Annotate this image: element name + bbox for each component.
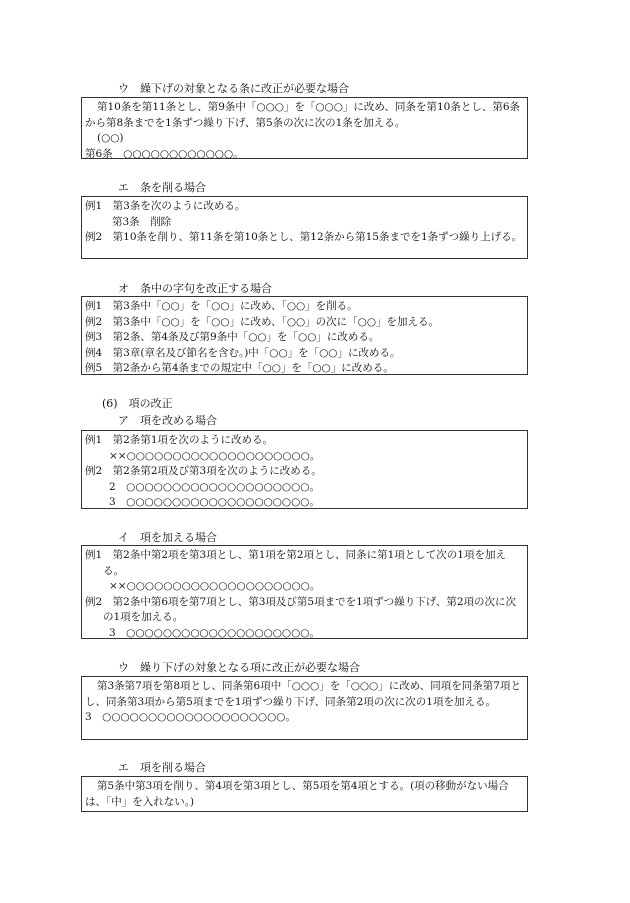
example-line: 例3 第2条、第4条及び第9条中「○○」を「○○」に改める。 bbox=[85, 331, 380, 343]
example-box-delete-paragraph bbox=[81, 776, 528, 812]
amendment-text: 第10条を第11条とし、第9条中「○○○」を「○○○」に改め、同条を第10条とし、第6条から第8条までを1条ずつ繰り下げ、第5条の次に次の1条を加える。 bbox=[85, 101, 520, 129]
example-line: 例1 第2条中第2項を第3項とし、第1項を第2項とし、同条に第1項として次の1項を加える。 bbox=[85, 549, 506, 577]
paragraph-text: ××○○○○○○○○○○○○○○○○○○○○。 bbox=[109, 580, 321, 592]
example-box-paragraph-renumber bbox=[81, 676, 528, 740]
amendment-text: 第5条中第3項を削り、第4項を第3項とし、第5項を第4項とする。(項の移動がない場合は、「中」を入れない。) bbox=[85, 780, 509, 808]
subsection-heading-replace-paragraph: ア 項を改める場合 bbox=[118, 414, 217, 427]
example-line: 例4 第3章(章名及び節名を含む。)中「○○」を「○○」に改める。 bbox=[85, 346, 401, 359]
example-box-replace-paragraph bbox=[81, 430, 528, 509]
example-line: 例2 第2条第2項及び第3項を次のように改める。 bbox=[85, 465, 322, 477]
article-text: 第3条 削除 bbox=[112, 215, 172, 228]
section-heading-add-paragraph: イ 項を加える場合 bbox=[118, 531, 217, 544]
example-line: 例2 第2条中第6項を第7項とし、第3項及び第5項までを1項ずつ繰り下げ、第2項の次に次の1項を加える。 bbox=[85, 595, 517, 623]
example-box-amend-wording bbox=[81, 296, 528, 375]
paragraph-text: 2 ○○○○○○○○○○○○○○○○○○○○。 bbox=[109, 480, 320, 493]
example-box-article-renumber bbox=[81, 97, 528, 159]
example-line: 例1 第2条第1項を次のように改める。 bbox=[85, 434, 274, 446]
example-line: 例1 第3条中「○○」を「○○」に改め、「○○」を削る。 bbox=[85, 300, 358, 312]
paragraph-text: ××○○○○○○○○○○○○○○○○○○○○。 bbox=[109, 449, 321, 462]
section-heading-amend-wording: オ 条中の字句を改正する場合 bbox=[118, 282, 272, 295]
paragraph-text: 3 ○○○○○○○○○○○○○○○○○○○○。 bbox=[109, 626, 320, 639]
section-heading-paragraph-renumber: ウ 繰り下げの対象となる項に改正が必要な場合 bbox=[118, 661, 360, 674]
example-line: 例2 第10条を削り、第11条を第10条とし、第12条から第15条までを1条ずつ繰り上げる。 bbox=[85, 231, 523, 243]
section-heading-delete-article: エ 条を削る場合 bbox=[118, 181, 206, 194]
example-box-add-paragraph bbox=[81, 545, 528, 639]
article-caption: (○○) bbox=[97, 132, 124, 144]
paragraph-text: 3 ○○○○○○○○○○○○○○○○○○○○。 bbox=[109, 496, 320, 508]
example-line: 例5 第2条から第4条までの規定中「○○」を「○○」に改める。 bbox=[85, 362, 394, 374]
example-line: 例1 第3条を次のように改める。 bbox=[85, 200, 246, 212]
section-heading-paragraph-amendment: (6) 項の改正 bbox=[102, 397, 173, 410]
example-box-delete-article bbox=[81, 196, 528, 259]
article-text: 第6条 ○○○○○○○○○○○○。 bbox=[85, 147, 244, 160]
example-line: 例2 第3条中「○○」を「○○」に改め、「○○」の次に「○○」を加える。 bbox=[85, 315, 439, 328]
paragraph-text: 3 ○○○○○○○○○○○○○○○○○○○○。 bbox=[85, 711, 296, 723]
section-heading-delete-paragraph: エ 項を削る場合 bbox=[118, 761, 206, 774]
section-heading-article-renumber: ウ 繰下げの対象となる条に改正が必要な場合 bbox=[118, 82, 349, 95]
amendment-text: 第3条第7項を第8項とし、同条第6項中「○○○」を「○○○」に改め、同項を同条第7項とし、同条第3項から第5項までを1項ずつ繰り下げ、同条第2項の次に次の1項を加える。 bbox=[85, 680, 521, 708]
